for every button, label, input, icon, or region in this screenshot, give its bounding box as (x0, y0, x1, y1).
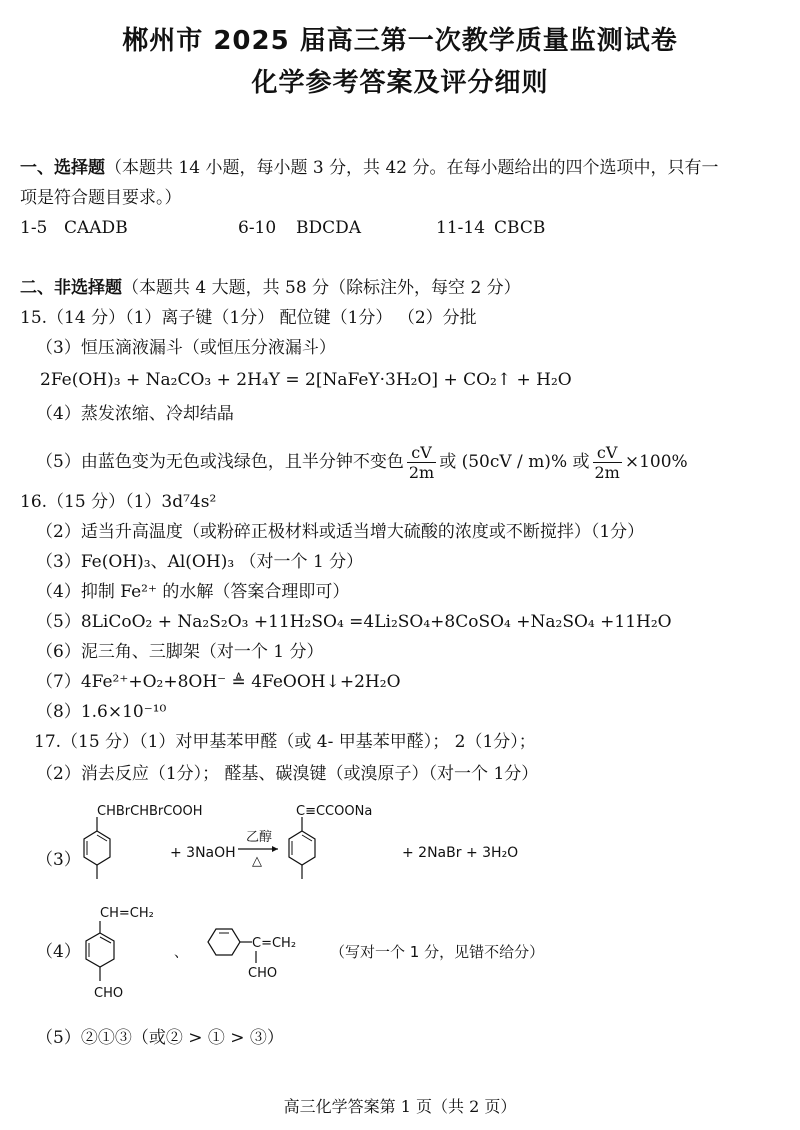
product-structure (289, 804, 372, 879)
reagent-naoh: + 3NaOH (170, 845, 236, 861)
answer-range: 11-14 (436, 218, 486, 238)
product-group: C≡CCOONa (296, 804, 373, 819)
answer-keys: CAADB (64, 218, 128, 238)
condition-solvent: 乙醇 (246, 830, 273, 845)
reactant-structure (84, 804, 203, 879)
fraction-numerator: cV (407, 443, 436, 463)
reaction-equation (80, 805, 520, 905)
isomer-separator: 、 (174, 945, 188, 961)
q17-part3-label: （3） (36, 850, 81, 870)
part1-heading: 一、选择题 (20, 158, 105, 178)
q16-line7: （7）4Fe²⁺+O₂+8OH⁻ ≜ 4FeOOH↓+2H₂O (36, 672, 401, 692)
q16-line4: （4）抑制 Fe²⁺ 的水解（答案合理即可） (36, 582, 350, 602)
q16-line5: （5）8LiCoO₂ + Na₂S₂O₃ +11H₂SO₄ =4Li₂SO₄+8CoSO₄ +Na₂SO₄ +11H₂O (36, 612, 672, 632)
condition-heat: △ (252, 854, 262, 869)
page-footer: 高三化学答案第 1 页（共 2 页） (283, 1097, 517, 1116)
reactant-group: CHBrCHBrCOOH (97, 804, 203, 819)
isomer-note: （写对一个 1 分，见错不给分） (330, 943, 545, 961)
fraction-numerator: cV (593, 443, 622, 463)
q15-line5-text: （5）由蓝色变为无色或浅绿色，且半分钟不变色 (36, 452, 404, 472)
byproducts: + 2NaBr + 3H₂O (402, 845, 519, 861)
fraction-denominator: 2m (408, 463, 435, 482)
q17-part4-label: （4） (36, 942, 81, 962)
fraction-cv-2m (407, 443, 436, 482)
isomer1-structure (86, 906, 154, 1001)
answer-keys: CBCB (494, 218, 546, 238)
q15-line4: （4）蒸发浓缩、冷却结晶 (36, 404, 234, 424)
answer-range: 1-5 (20, 218, 48, 238)
answer-keys: BDCDA (296, 218, 362, 238)
q17-line5: （5）②①③（或② > ① > ③） (36, 1028, 284, 1048)
isomer2-aldehyde-group: CHO (248, 966, 278, 981)
part2-heading: 二、非选择题 (20, 278, 122, 298)
q16-line3: （3）Fe(OH)₃、Al(OH)₃ （对一个 1 分） (36, 552, 364, 572)
q15-line5 (36, 440, 688, 484)
part1-answers (20, 216, 545, 240)
q17-line2: （2）消去反应（1分）； 醛基、碳溴键（或溴原子）（对一个 1分） (36, 764, 539, 784)
isomer-structures (80, 905, 600, 1013)
page-title: 郴州市 2025 届高三第一次教学质量监测试卷 (122, 26, 678, 56)
part1-description: （本题共 14 小题，每小题 3 分，共 42 分。在每小题给出的四个选项中，只有一 (105, 158, 719, 178)
answer-range: 6-10 (238, 218, 277, 238)
isomer1-bottom-group: CHO (94, 986, 124, 1001)
q15-line5-post: ×100% (624, 452, 688, 472)
q17-line1: 17.（15 分）（1）对甲基苯甲醛（或 4- 甲基苯甲醛）； 2（1分）； (34, 732, 536, 752)
reaction-arrow (238, 829, 278, 869)
q15-line5-mid: 或 (50cV / m)% 或 (439, 452, 590, 472)
part1-heading-line (20, 156, 719, 180)
isomer1-top-group: CH=CH₂ (100, 906, 154, 921)
part1-description-cont: 项是符合题目要求。） (20, 188, 182, 208)
part2-description: （本题共 4 大题，共 58 分（除标注外，每空 2 分） (122, 278, 521, 298)
q15-equation: 2Fe(OH)₃ + Na₂CO₃ + 2H₄Y = 2[NaFeY·3H₂O] + CO₂↑ + H₂O (40, 370, 572, 390)
q15-line2: （3）恒压滴液漏斗（或恒压分液漏斗） (36, 338, 336, 358)
page-subtitle: 化学参考答案及评分细则 (251, 68, 549, 98)
q16-line1: 16.（15 分）（1）3d⁷4s² (20, 492, 217, 512)
isomer2-structure (208, 929, 296, 981)
fraction-denominator: 2m (594, 463, 620, 482)
q16-line2: （2）适当升高温度（或粉碎正极材料或适当增大硫酸的浓度或不断搅拌）（1分） (36, 522, 645, 542)
isomer2-vinyl-group: C=CH₂ (252, 936, 297, 951)
fraction-cv-2m (593, 443, 622, 482)
q16-line6: （6）泥三角、三脚架（对一个 1 分） (36, 642, 324, 662)
q16-line8: （8）1.6×10⁻¹⁰ (36, 702, 167, 722)
q15-line1: 15.（14 分）（1）离子键（1分） 配位键（1分） （2）分批 (20, 308, 477, 328)
part2-heading-line (20, 276, 521, 300)
